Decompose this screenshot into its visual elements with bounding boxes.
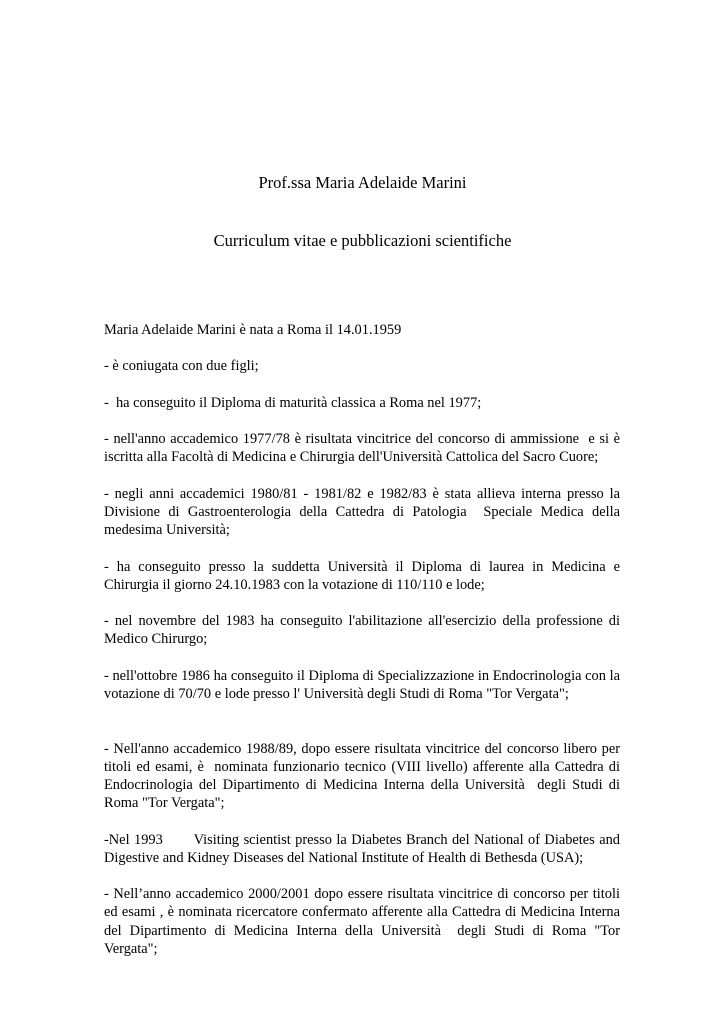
- paragraph-birth: Maria Adelaide Marini è nata a Roma il 14.01.1959: [104, 322, 402, 338]
- paragraph-qualification: - nel novembre del 1983 ha conseguito l'abilitazione all'esercizio della professione di Medico Chirurgo;: [104, 613, 624, 648]
- paragraph-family: - è coniugata con due figli;: [104, 358, 259, 375]
- paragraph-internship: - negli anni accademici 1980/81 - 1981/82 e 1982/83 è stata allieva interna presso la Divisione di Gastroenterologia della Cattedra di Patologia Speciale Medica della medesima Università;: [104, 485, 624, 539]
- paragraph-degree: - ha conseguito presso la suddetta Università il Diploma di laurea in Medicina e Chirurgia il giorno 24.10.1983 con la votazione di 110/110 e lode;: [104, 558, 624, 593]
- document-author-name: Prof.ssa Maria Adelaide Marini: [258, 173, 467, 192]
- document-body: [104, 321, 624, 976]
- paragraph-researcher: - Nell’anno accademico 2000/2001 dopo essere risultata vincitrice di concorso per titoli ed esami , è nominata ricercatore confermato afferente alla Cattedra di Medicina Interna del Dipartimento di Medicina Interna della Università degli Studi di Roma "Tor Vergata";: [104, 886, 624, 957]
- paragraph-high-school: - ha conseguito il Diploma di maturità classica a Roma nel 1977;: [104, 394, 482, 411]
- paragraph-specialization: - nell'ottobre 1986 ha conseguito il Diploma di Specializzazione in Endocrinologia con la votazione di 70/70 e lode presso l' Università degli Studi di Roma "Tor Vergata";: [104, 667, 624, 702]
- paragraph-admission: - nell'anno accademico 1977/78 è risultata vincitrice del concorso di ammissione e si è iscritta alla Facoltà di Medicina e Chirurgia dell'Università Cattolica del Sacro Cuore;: [104, 431, 624, 466]
- paragraph-visiting-scientist: -Nel 1993 Visiting scientist presso la Diabetes Branch del National of Diabetes and Digestive and Kidney Diseases del National Institute of Health di Bethesda (USA);: [104, 831, 624, 866]
- paragraph-technical-officer: - Nell'anno accademico 1988/89, dopo essere risultata vincitrice del concorso libero per titoli ed esami, è nominata funzionario tecnico (VIII livello) afferente alla Cattedra di Endocrinologia del Dipartimento di Medicina Interna della Università degli Studi di Roma "Tor Vergata";: [104, 740, 624, 812]
- document-subtitle: Curriculum vitae e pubblicazioni scientifiche: [213, 231, 512, 250]
